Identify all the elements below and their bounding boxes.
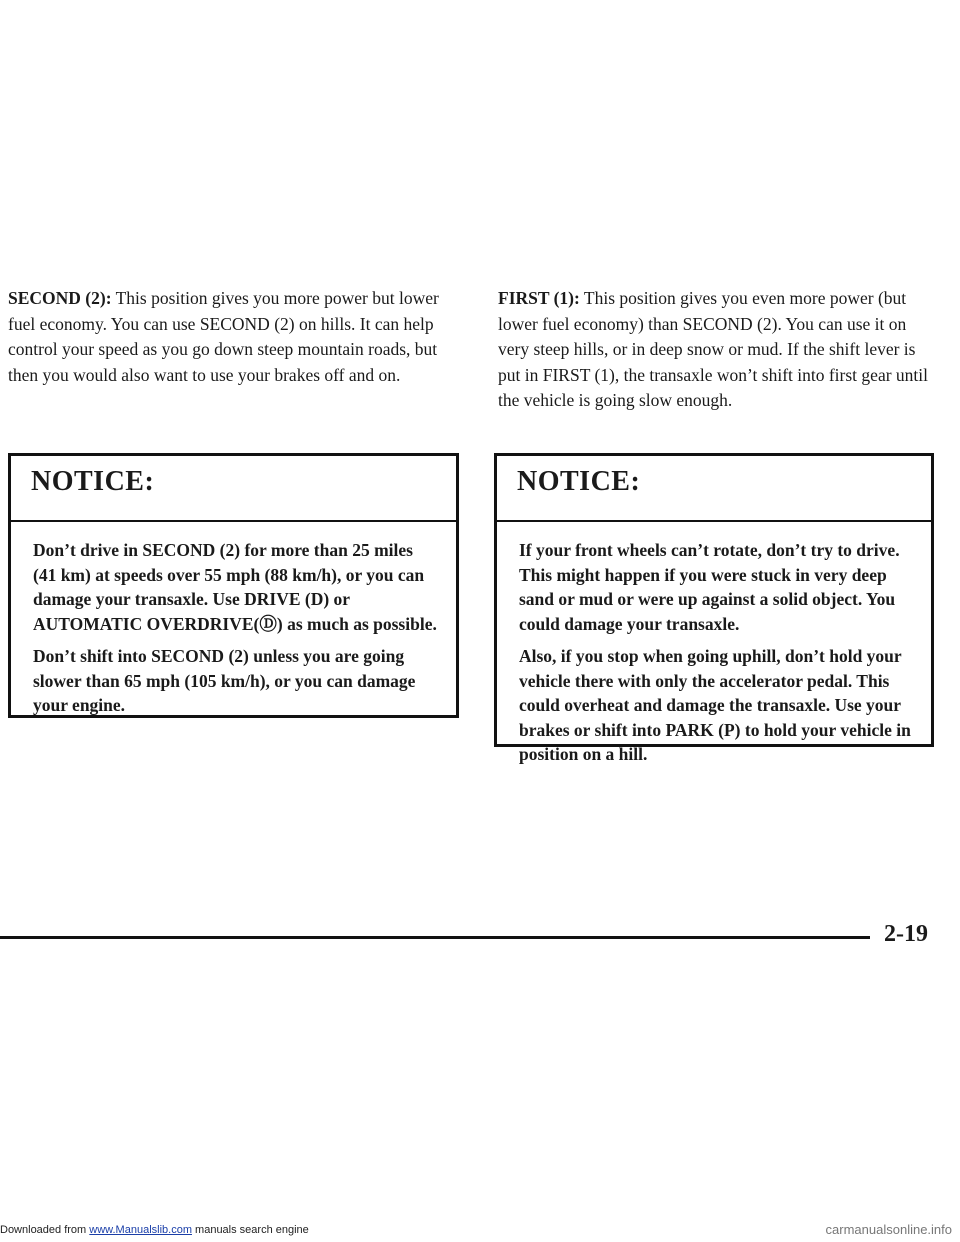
footer-prefix: Downloaded from bbox=[0, 1224, 90, 1236]
first-gear-text: This position gives you even more power (but lower fuel economy) than SECOND (2). You can use it on very steep hills, or in deep snow or mud. If the shift lever is put in FIRST (1), the transaxle won’t shift into first gear until the vehicle is going slow enough. bbox=[498, 288, 928, 410]
notice-title: NOTICE: bbox=[497, 456, 931, 522]
notice-body bbox=[497, 522, 931, 767]
page-number: 2-19 bbox=[884, 921, 928, 947]
notice-paragraph: Don’t shift into SECOND (2) unless you are going slower than 65 mph (105 km/h), or you can damage your engine. bbox=[33, 646, 416, 715]
notice-body bbox=[11, 522, 456, 718]
download-footer bbox=[0, 1224, 309, 1236]
notice-box-second bbox=[8, 453, 459, 718]
notice-box-first bbox=[494, 453, 934, 764]
second-gear-paragraph bbox=[8, 286, 464, 388]
second-gear-lead: SECOND (2): bbox=[8, 288, 112, 308]
notice-paragraph: Don’t drive in SECOND (2) for more than 25 miles (41 km) at speeds over 55 mph (88 km/h), or you can damage your transaxle. Use DRIVE (D) or AUTOMATIC OVERDRIVE(Ⓓ) as much as possible. bbox=[33, 540, 437, 634]
notice-paragraph: Also, if you stop when going uphill, don’t hold your vehicle there with only the accelerator pedal. This could overheat and damage the transaxle. Use your brakes or shift into PARK (P) to hold your vehicle in position on a hill. bbox=[519, 646, 911, 764]
first-gear-paragraph bbox=[498, 286, 938, 414]
first-gear-lead: FIRST (1): bbox=[498, 288, 580, 308]
watermark: carmanualsonline.info bbox=[825, 1222, 952, 1237]
second-gear-section bbox=[8, 286, 464, 388]
first-gear-section bbox=[498, 286, 938, 414]
notice-paragraph: If your front wheels can’t rotate, don’t try to drive. This might happen if you were stuck in very deep sand or mud or were up against a solid object. You could damage your transaxle. bbox=[519, 540, 900, 634]
footer-rule bbox=[0, 936, 870, 939]
second-gear-text: This position gives you more power but lower fuel economy. You can use SECOND (2) on hills. It can help control your speed as you go down steep mountain roads, but then you would also want to use your brakes off and on. bbox=[8, 288, 439, 385]
footer-suffix: manuals search engine bbox=[191, 1224, 309, 1236]
notice-title: NOTICE: bbox=[11, 456, 456, 522]
manualslib-link[interactable]: www.Manualslib.com bbox=[89, 1224, 192, 1236]
